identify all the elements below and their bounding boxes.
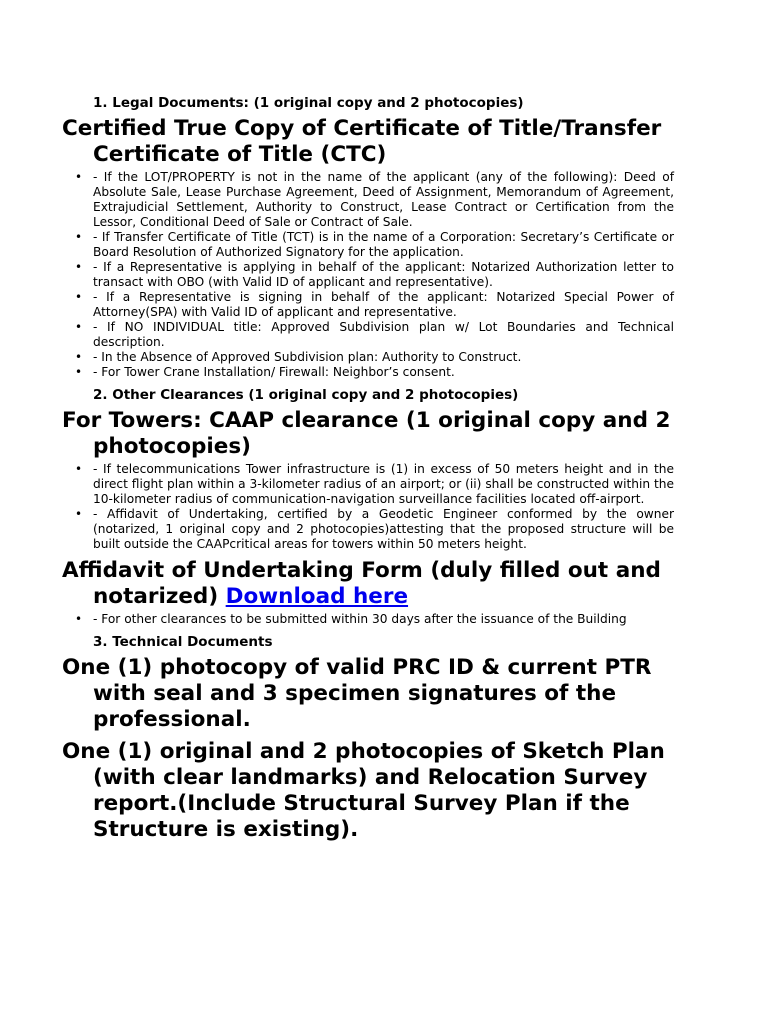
bullet-icon: • [75, 320, 83, 334]
legal-documents-heading: 1. Legal Documents: (1 original copy and 2 photocopies) [93, 95, 524, 111]
bullet-icon: • [75, 290, 83, 304]
bullet-icon: • [75, 260, 83, 274]
list-item: • - If NO INDIVIDUAL title: Approved Subdivision plan w/ Lot Boundaries and Technical description. [75, 320, 674, 349]
caap-clearance-title: For Towers: CAAP clearance (1 original copy and 2 photocopies) [62, 408, 671, 459]
bullet-icon: • [75, 462, 83, 476]
list-item: • - If a Representative is signing in behalf of the applicant: Notarized Special Power of Attorney(SPA) with Valid ID of applicant and representative. [75, 290, 674, 319]
list-item: • - For other clearances to be submitted within 30 days after the issuance of the Building [75, 612, 627, 626]
download-link[interactable]: Download here [225, 584, 409, 609]
legal-requirements-list [62, 170, 674, 380]
ctc-title: Certified True Copy of Certificate of Title/Transfer Certificate of Title (CTC) [62, 116, 662, 167]
document-body [62, 94, 674, 845]
bullet-icon: • [75, 170, 83, 184]
affidavit-title: Affidavit of Undertaking Form (duly filled out and notarized) Download here [62, 558, 661, 609]
list-item: • - Affidavit of Undertaking, certified by a Geodetic Engineer conformed by the owner (notarized, 1 original copy and 2 photocopies)attesting that the proposed structure will be built outside the CAAPcritical areas for towers within 50 meters height. [75, 507, 674, 551]
list-item: • - If the LOT/PROPERTY is not in the name of the applicant (any of the following): Deed of Absolute Sale, Lease Purchase Agreement, Deed of Assignment, Memorandum of Agreement, Extrajudicial Settlement, Authority to Construct, Lease Contract or Certification from the Lessor, Conditional Deed of Sale or Contract of Sale. [75, 170, 674, 229]
technical-documents-heading: 3. Technical Documents [93, 634, 273, 650]
bullet-icon: • [75, 365, 83, 379]
bullet-icon: • [75, 350, 83, 364]
bullet-icon: • [75, 612, 83, 626]
bullet-icon: • [75, 507, 83, 521]
list-item: • - In the Absence of Approved Subdivision plan: Authority to Construct. [75, 350, 522, 364]
sketch-plan-title: One (1) original and 2 photocopies of Sketch Plan (with clear landmarks) and Relocation Survey report.(Include Structural Survey Plan if the Structure is existing). [62, 739, 665, 842]
affidavit-requirements-list [62, 612, 674, 627]
list-item: • - If Transfer Certificate of Title (TCT) is in the name of a Corporation: Secretary’s Certificate or Board Resolution of Authorized Signatory for the application. [75, 230, 674, 259]
other-clearances-heading: 2. Other Clearances (1 original copy and 2 photocopies) [93, 387, 519, 403]
list-item: • - If a Representative is applying in behalf of the applicant: Notarized Authorization letter to transact with OBO (with Valid ID of applicant and representative). [75, 260, 674, 289]
caap-requirements-list [62, 462, 674, 552]
list-item: • - If telecommunications Tower infrastructure is (1) in excess of 50 meters height and in the direct flight plan within a 3-kilometer radius of an airport; or (ii) shall be constructed within the 10-kilometer radius of communication-navigation surveillance facilities located off-airport. [75, 462, 674, 506]
prc-id-title: One (1) photocopy of valid PRC ID & current PTR with seal and 3 specimen signatures of the professional. [62, 655, 652, 732]
bullet-icon: • [75, 230, 83, 244]
list-item: • - For Tower Crane Installation/ Firewall: Neighbor’s consent. [75, 365, 455, 379]
